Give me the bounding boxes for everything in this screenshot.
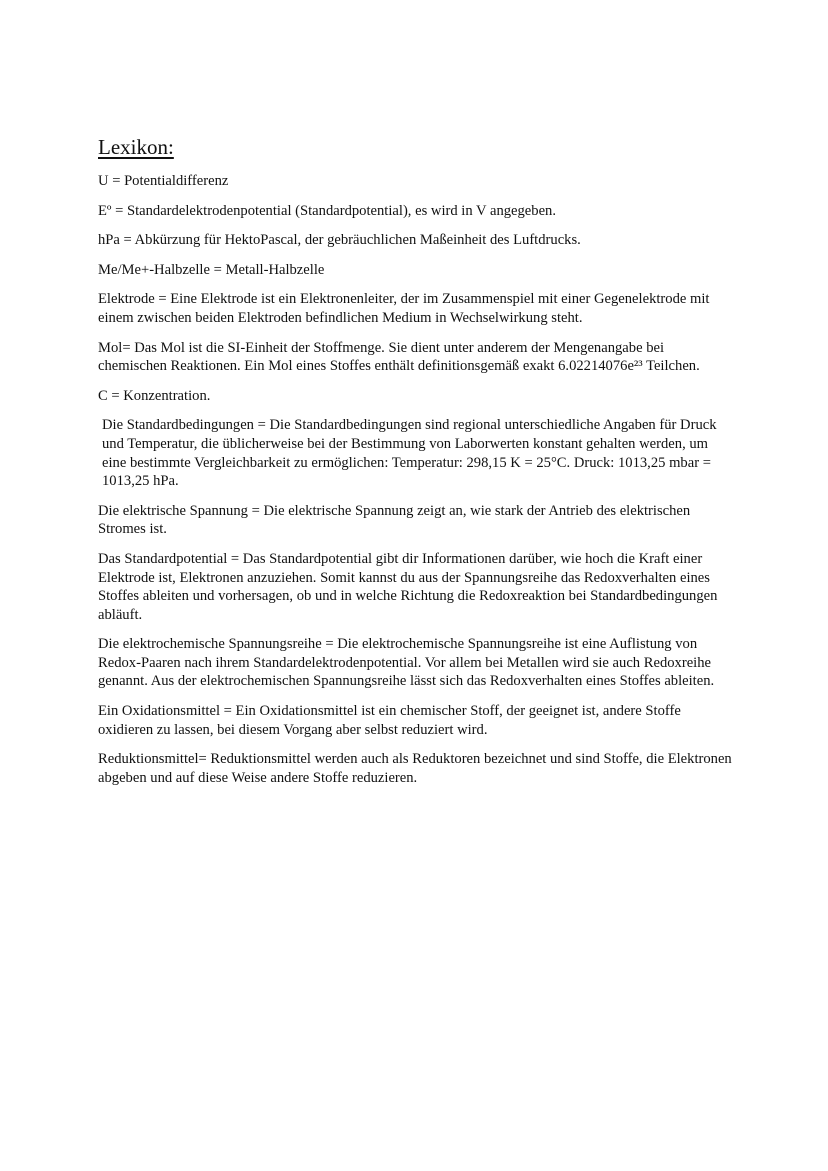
glossary-entry-standardbedingungen: Die Standardbedingungen = Die Standardbedingungen sind regional unterschiedliche Angaben für Druck und Temperatur, die üblicherweise bei der Bestimmung von Laborwerten konstant gehalten werden, um eine bestimmte Vergleichbarkeit zu ermöglichen: Temperatur: 298,15 K = 25°C. Druck: 1013,25 mbar = 1013,25 hPa.: [102, 417, 717, 490]
glossary-entry-elektrische-spannung: Die elektrische Spannung = Die elektrische Spannung zeigt an, wie stark der Antrieb des elektrischen Stromes ist.: [98, 502, 691, 538]
glossary-entry-halbzelle: Me/Me+-Halbzelle = Metall-Halbzelle: [98, 261, 325, 278]
glossary-entry-reduktionsmittel: Reduktionsmittel= Reduktionsmittel werden auch als Reduktoren bezeichnet und sind Stoffe, die Elektronen abgeben und auf diese Weise andere Stoffe reduzieren.: [98, 751, 732, 786]
glossary-entry-konzentration: C = Konzentration.: [98, 387, 211, 404]
glossary-entry-potentialdifferenz: U = Potentialdifferenz: [98, 173, 229, 189]
glossary-entry-standardelektrodenpotential: Eº = Standardelektrodenpotential (Standardpotential), es wird in V angegeben.: [98, 202, 557, 219]
glossary-entry-mol: Mol= Das Mol ist die SI-Einheit der Stoffmenge. Sie dient unter anderem der Mengenangabe bei chemischen Reaktionen. Ein Mol eines Stoffes enthält definitionsgemäß exakt 6.02214076e²³ Teilchen.: [98, 339, 700, 375]
document-page: [98, 134, 734, 798]
glossary-entry-spannungsreihe: Die elektrochemische Spannungsreihe = Die elektrochemische Spannungsreihe ist eine Auflistung von Redox-Paaren nach ihrem Standardelektrodenpotential. Vor allem bei Metallen wird sie auch Redoxreihe genannt. Aus der elektrochemischen Spannungsreihe lässt sich das Redoxverhalten eines Stoffes ableiten.: [98, 636, 715, 690]
glossary-entry-standardpotential: Das Standardpotential = Das Standardpotential gibt dir Informationen darüber, wie hoch die Kraft einer Elektrode ist, Elektronen anzuziehen. Somit kannst du aus der Spannungsreihe das Redoxverhalten eines Stoffes ableiten und vorhersagen, ob und in welche Richtung die Redoxreaktion bei Standardbedingungen abläuft.: [98, 550, 718, 623]
glossary-entry-hpa: hPa = Abkürzung für HektoPascal, der gebräuchlichen Maßeinheit des Luftdrucks.: [98, 232, 581, 249]
glossary-entry-elektrode: Elektrode = Eine Elektrode ist ein Elektronenleiter, der im Zusammenspiel mit einer Gegenelektrode mit einem zwischen beiden Elektroden befindlichen Medium in Wechselwirkung steht.: [98, 291, 710, 326]
page-title: Lexikon:: [98, 135, 174, 159]
glossary-entry-oxidationsmittel: Ein Oxidationsmittel = Ein Oxidationsmittel ist ein chemischer Stoff, der geeignet ist, andere Stoffe oxidieren zu lassen, bei diesem Vorgang aber selbst reduziert wird.: [98, 703, 681, 738]
